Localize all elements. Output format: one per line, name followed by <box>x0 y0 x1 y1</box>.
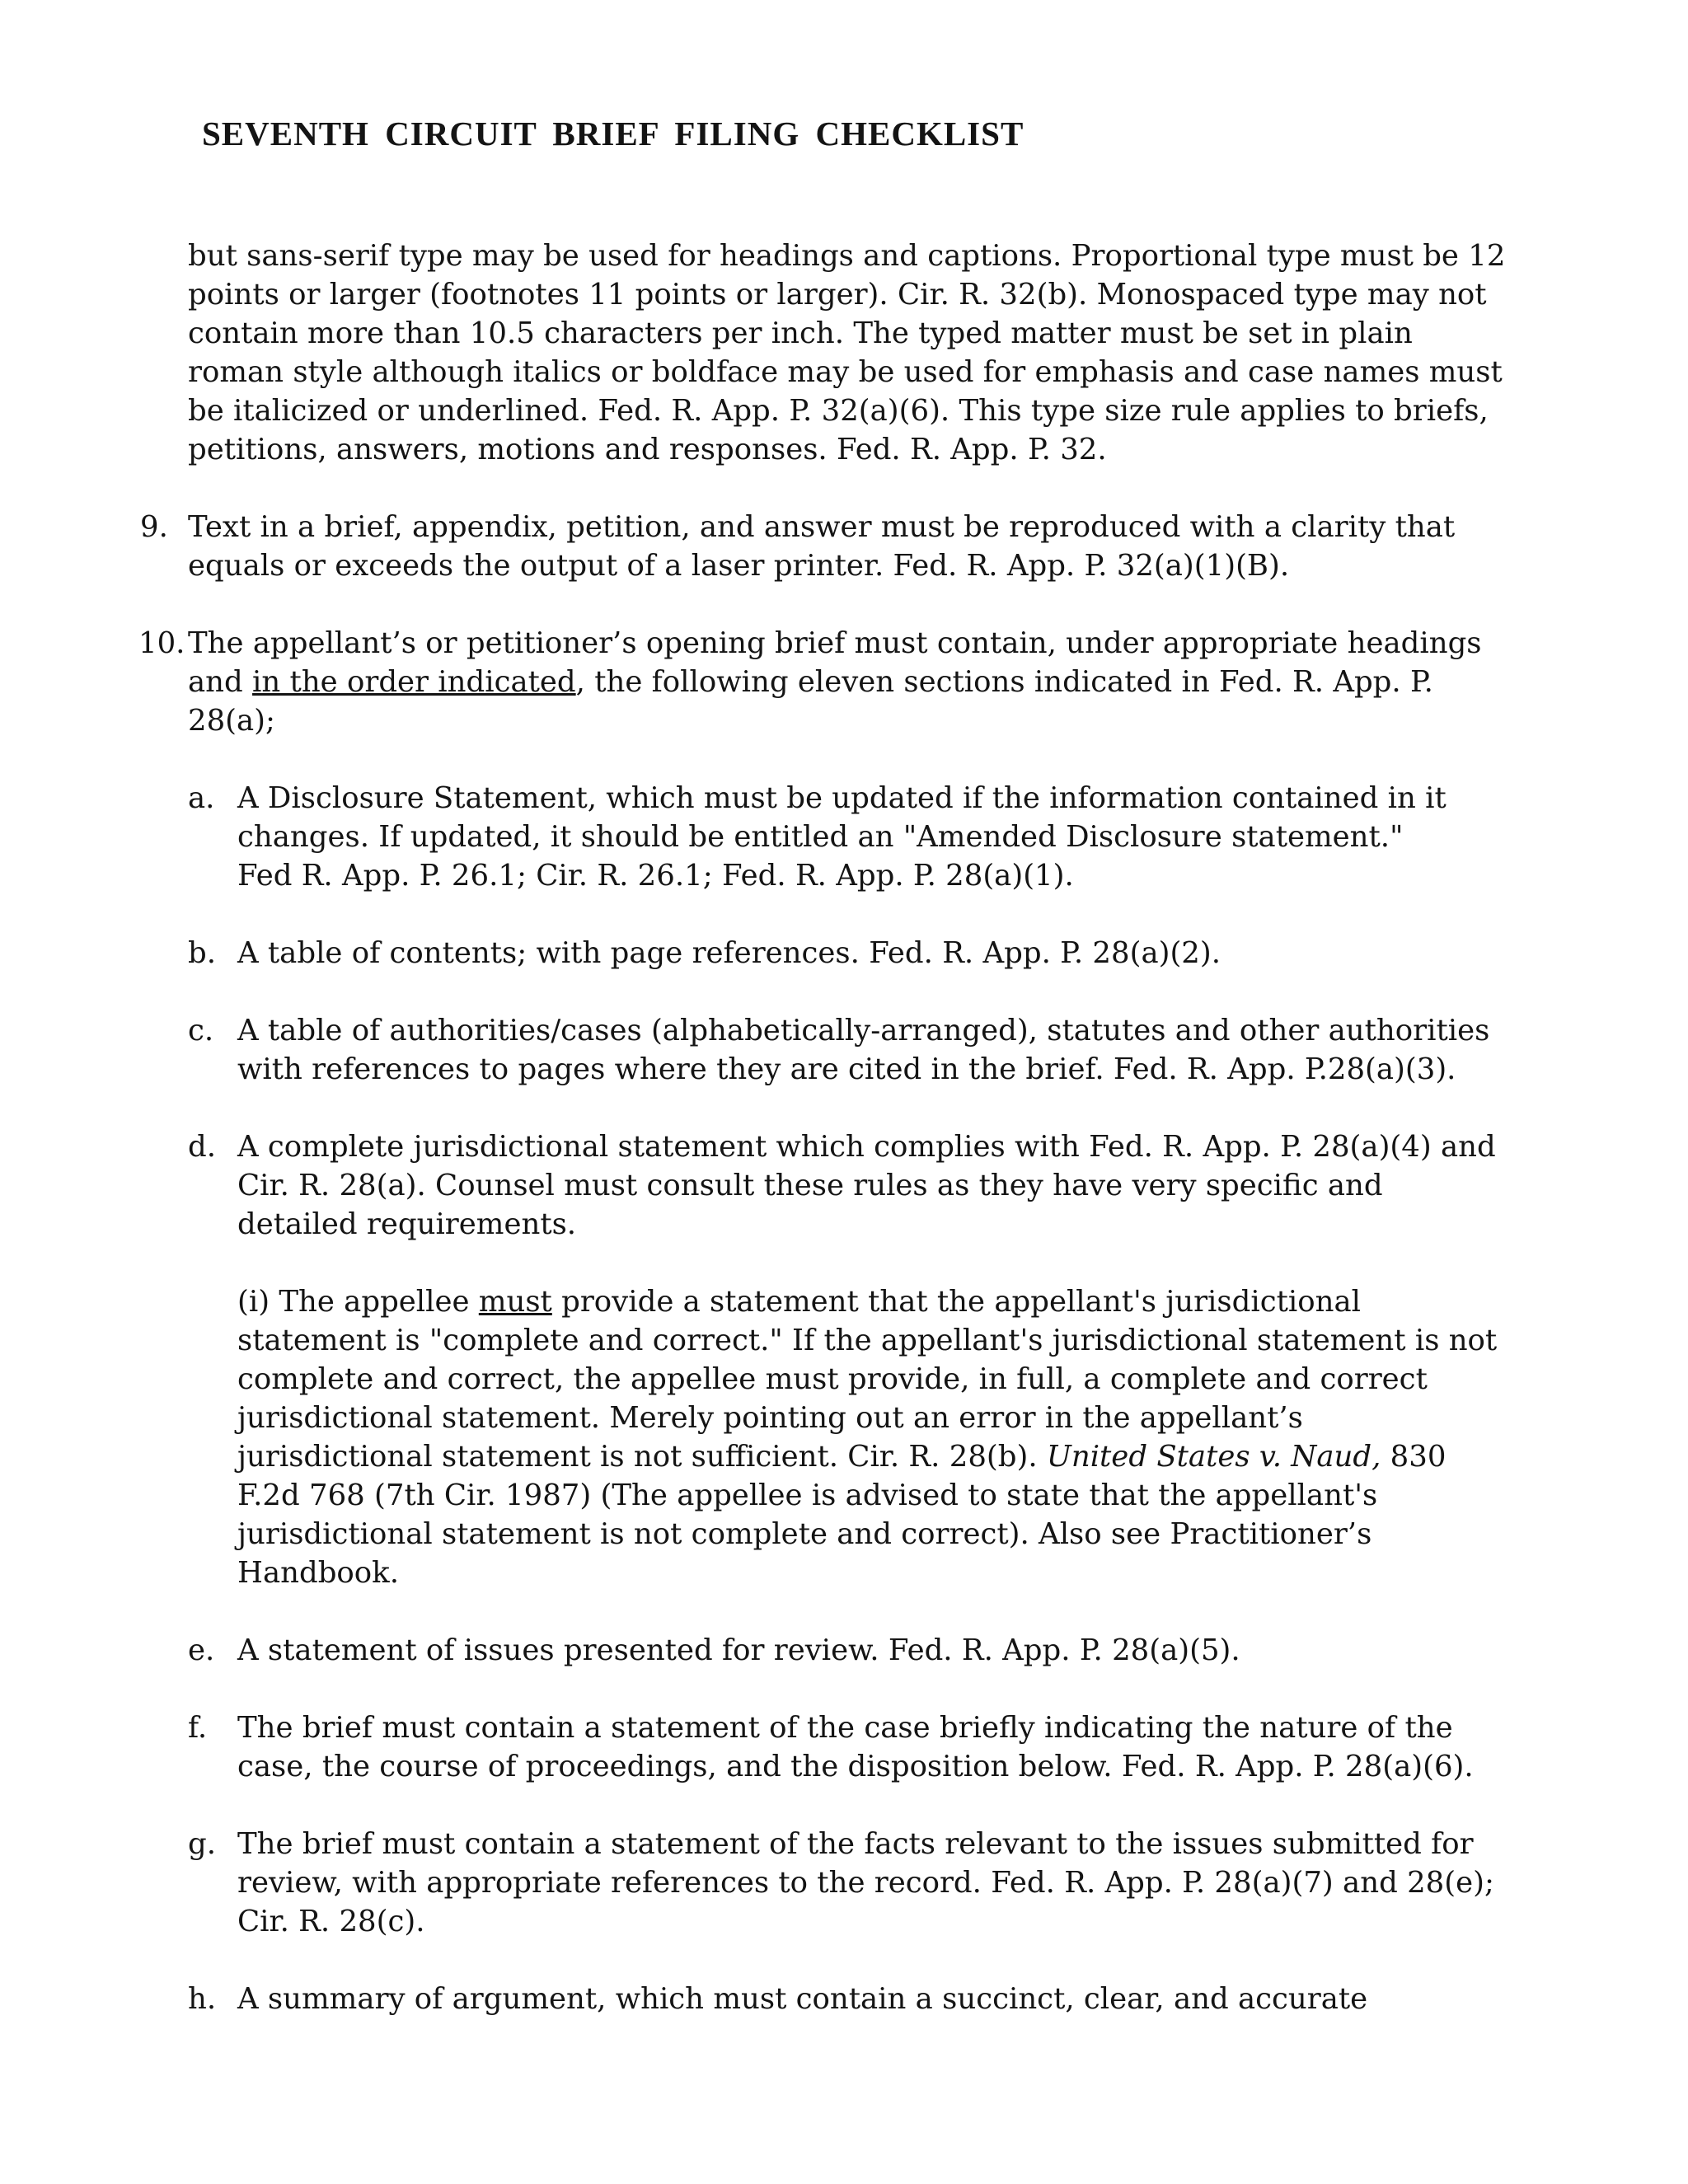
text-line: Fed R. App. P. 26.1; Cir. R. 26.1; Fed. R. App. P. 28(a)(1). <box>237 859 1074 893</box>
checklist-item-9 <box>140 508 1556 585</box>
item-letter: f. <box>188 1711 208 1745</box>
text-line: The brief must contain a statement of the case briefly indicating the nature of the <box>237 1711 1453 1745</box>
text-line: jurisdictional statement is not complete and correct). Also see Practitioner’s <box>237 1517 1372 1551</box>
text-line: petitions, answers, motions and responses. Fed. R. App. P. 32. <box>188 433 1107 466</box>
text-line: The appellant’s or petitioner’s opening brief must contain, under appropriate headings <box>188 626 1482 660</box>
text-line: with references to pages where they are cited in the brief. Fed. R. App. P.28(a)(3). <box>237 1052 1456 1086</box>
text-line: 28(a); <box>188 704 275 738</box>
text-line: A table of authorities/cases (alphabetically-arranged), statutes and other authorities <box>237 1014 1490 1047</box>
text-line: Cir. R. 28(c). <box>237 1905 425 1938</box>
text-line: detailed requirements. <box>237 1207 577 1241</box>
text-line: jurisdictional statement. Merely pointing out an error in the appellant’s <box>237 1401 1303 1435</box>
text-line: A Disclosure Statement, which must be updated if the information contained in it <box>237 781 1447 815</box>
text-line: equals or exceeds the output of a laser printer. Fed. R. App. P. 32(a)(1)(B). <box>188 549 1290 583</box>
case-name-italic: United States v. Naud, <box>1046 1440 1381 1474</box>
checklist-subitem-e <box>188 1631 1556 1670</box>
text-line: points or larger (footnotes 11 points or larger). Cir. R. 32(b). Monospaced type may not <box>188 278 1487 312</box>
text-line: contain more than 10.5 characters per inch. The typed matter must be set in plain <box>188 316 1413 350</box>
checklist-subitem-h <box>188 1980 1556 2018</box>
text-line <box>237 1437 1556 1476</box>
text-line: The brief must contain a statement of the facts relevant to the issues submitted for <box>237 1827 1474 1861</box>
item-letter: h. <box>188 1982 217 2016</box>
item-letter: g. <box>188 1827 217 1861</box>
text-span: (i) The appellee <box>237 1285 479 1319</box>
checklist-subitem-d-i <box>237 1282 1556 1592</box>
text-line: review, with appropriate references to the record. Fed. R. App. P. 28(a)(7) and 28(e); <box>237 1866 1494 1900</box>
text-line: Text in a brief, appendix, petition, and answer must be reproduced with a clarity that <box>188 510 1456 544</box>
text-line: Cir. R. 28(a). Counsel must consult these rules as they have very specific and <box>237 1169 1383 1202</box>
item-letter: c. <box>188 1014 214 1047</box>
text-line: case, the course of proceedings, and the disposition below. Fed. R. App. P. 28(a)(6). <box>237 1750 1474 1783</box>
item-letter: e. <box>188 1633 215 1667</box>
text-line: Handbook. <box>237 1556 399 1590</box>
item-number: 9. <box>140 510 168 544</box>
text-line: changes. If updated, it should be entitled an "Amended Disclosure statement." <box>237 820 1404 854</box>
text-line: statement is "complete and correct." If the appellant's jurisdictional statement is not <box>237 1324 1498 1357</box>
text-span: and <box>188 665 253 699</box>
text-span: 830 <box>1381 1440 1447 1474</box>
text-line: A summary of argument, which must contain a succinct, clear, and accurate <box>237 1982 1368 2016</box>
item-letter: d. <box>188 1130 217 1164</box>
checklist-subitem-b <box>188 934 1556 972</box>
document-body <box>0 237 1688 2018</box>
text-line <box>188 663 1556 701</box>
text-span: provide a statement that the appellant's jurisdictional <box>551 1285 1361 1319</box>
text-line: be italicized or underlined. Fed. R. App. P. 32(a)(6). This type size rule applies to briefs, <box>188 394 1489 428</box>
text-line <box>237 1282 1556 1321</box>
text-line: A statement of issues presented for review. Fed. R. App. P. 28(a)(5). <box>237 1633 1240 1667</box>
continuation-paragraph <box>188 237 1556 469</box>
checklist-item-10 <box>138 624 1556 740</box>
underlined-text: must <box>478 1285 552 1319</box>
checklist-subitem-f <box>188 1708 1556 1786</box>
text-line: A table of contents; with page references. Fed. R. App. P. 28(a)(2). <box>237 936 1221 970</box>
item-letter: a. <box>188 781 215 815</box>
text-line: but sans-serif type may be used for headings and captions. Proportional type must be 12 <box>188 239 1506 273</box>
text-line: complete and correct, the appellee must provide, in full, a complete and correct <box>237 1362 1428 1396</box>
underlined-text: in the order indicated <box>252 665 576 699</box>
text-line: roman style although italics or boldface may be used for emphasis and case names must <box>188 355 1503 389</box>
text-span: , the following eleven sections indicated in Fed. R. App. P. <box>575 665 1433 699</box>
checklist-subitem-a <box>188 779 1556 895</box>
text-line: F.2d 768 (7th Cir. 1987) (The appellee is advised to state that the appellant's <box>237 1479 1378 1512</box>
checklist-subitem-d <box>188 1127 1556 1244</box>
text-line: A complete jurisdictional statement which complies with Fed. R. App. P. 28(a)(4) and <box>237 1130 1496 1164</box>
page-header-title: SEVENTH CIRCUIT BRIEF FILING CHECKLIST <box>202 115 1025 152</box>
checklist-subitem-g <box>188 1825 1556 1941</box>
item-letter: b. <box>188 936 217 970</box>
checklist-subitem-c <box>188 1011 1556 1089</box>
text-span: jurisdictional statement is not sufficient. Cir. R. 28(b). <box>237 1440 1047 1474</box>
item-number: 10. <box>138 626 185 660</box>
